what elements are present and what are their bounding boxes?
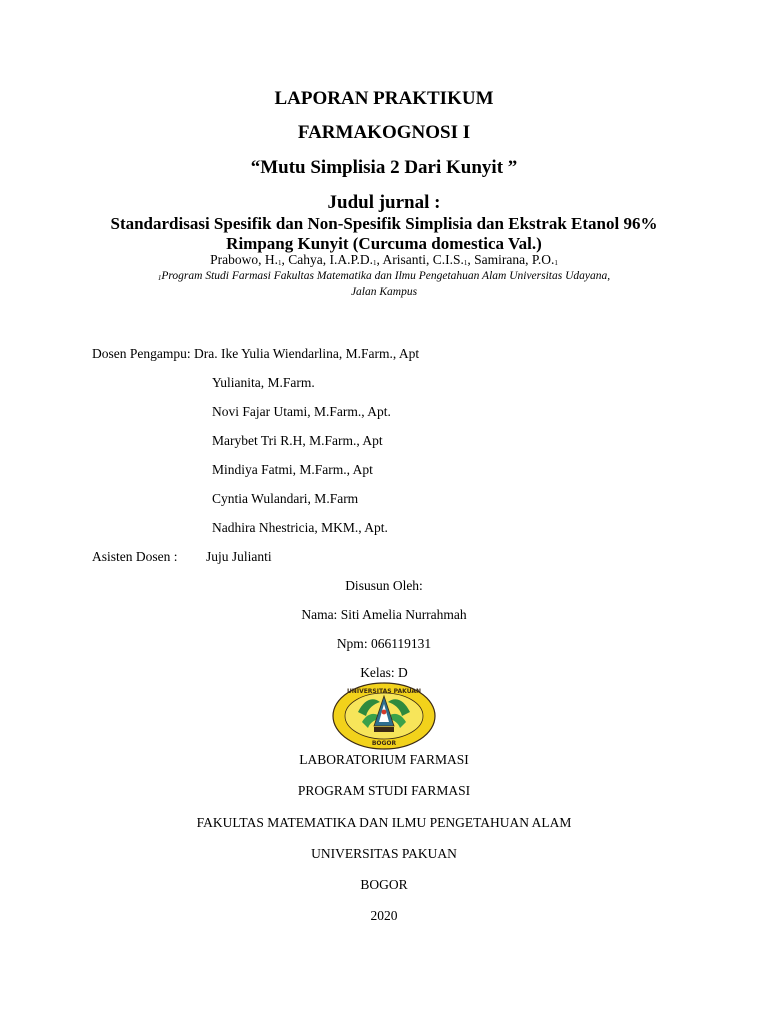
- journal-authors: Prabowo, $H._1$, Cahya, $I.A.P.D._1$, Arisanti, $C.I.S._1$, Samirana, $P.O._1$: [210, 252, 558, 267]
- affiliation-text: Program Studi Farmasi Fakultas Matematika dan Ilmu Pengetahuan Alam Universitas Udayana,: [161, 270, 611, 282]
- author-affiliation-mark: 1: [372, 259, 377, 267]
- footer-program: PROGRAM STUDI FARMASI: [297, 783, 471, 798]
- university-seal-logo: [332, 682, 436, 750]
- seal-ring-text-bottom: BOGOR: [371, 740, 397, 747]
- compiled-by-label: Disusun Oleh:: [345, 578, 423, 593]
- lecturer-name: Mindiya Fatmi, M.Farm., Apt: [212, 462, 373, 477]
- assistant-name: Juju Julianti: [206, 549, 272, 564]
- journal-title-line1: Standardisasi Spesifik dan Non-Spesifik Simplisia dan Ekstrak Etanol 96%: [110, 214, 658, 233]
- author: Samirana, P.O.: [474, 252, 555, 267]
- report-subtitle: “Mutu Simplisia 2 Dari Kunyit ”: [250, 157, 518, 178]
- journal-affiliation-line1: [0, 270, 768, 282]
- journal-heading: Judul jurnal :: [327, 192, 441, 213]
- lecturer-name: Nadhira Nhestricia, MKM., Apt.: [212, 520, 388, 535]
- lecturer-name: Cyntia Wulandari, M.Farm: [212, 491, 359, 506]
- student-npm: Npm: 066119131: [336, 636, 432, 651]
- author: Arisanti, C.I.S.: [382, 252, 464, 267]
- footer-faculty: FAKULTAS MATEMATIKA DAN ILMU PENGETAHUAN ALAM: [196, 815, 572, 830]
- author-affiliation-mark: 1: [554, 259, 558, 267]
- journal-affiliation-line2: Jalan Kampus: [350, 286, 418, 298]
- lecturer-name: Marybet Tri R.H, M.Farm., Apt: [212, 433, 383, 448]
- author: Prabowo, H.: [210, 252, 278, 267]
- author-affiliation-mark: 1: [277, 259, 282, 267]
- journal-title-line2: Rimpang Kunyit (Curcuma domestica Val.): [226, 234, 542, 253]
- affiliation-mark: 1: [157, 274, 162, 282]
- course-title: FARMAKOGNOSI I: [297, 122, 471, 143]
- footer-city: BOGOR: [360, 877, 408, 892]
- lecturer-name: Dra. Ike Yulia Wiendarlina, M.Farm., Apt: [194, 346, 420, 361]
- author-affiliation-mark: 1: [463, 259, 468, 267]
- student-class: Kelas: D: [360, 665, 408, 680]
- lecturer-name: Yulianita, M.Farm.: [212, 375, 315, 390]
- assistant-label: Asisten Dosen :: [92, 549, 178, 564]
- seal-ring-text-top: UNIVERSITAS PAKUAN: [346, 688, 422, 695]
- lecturers-row: [92, 346, 419, 362]
- lecturer-name: Novi Fajar Utami, M.Farm., Apt.: [212, 404, 391, 419]
- author: Cahya, I.A.P.D.: [288, 252, 373, 267]
- lecturers-label: Dosen Pengampu:: [92, 346, 191, 361]
- footer-year: 2020: [370, 908, 398, 923]
- report-title: LAPORAN PRAKTIKUM: [274, 88, 494, 109]
- footer-lab: LABORATORIUM FARMASI: [299, 752, 469, 767]
- student-name: Nama: Siti Amelia Nurrahmah: [301, 607, 467, 622]
- footer-university: UNIVERSITAS PAKUAN: [311, 846, 457, 861]
